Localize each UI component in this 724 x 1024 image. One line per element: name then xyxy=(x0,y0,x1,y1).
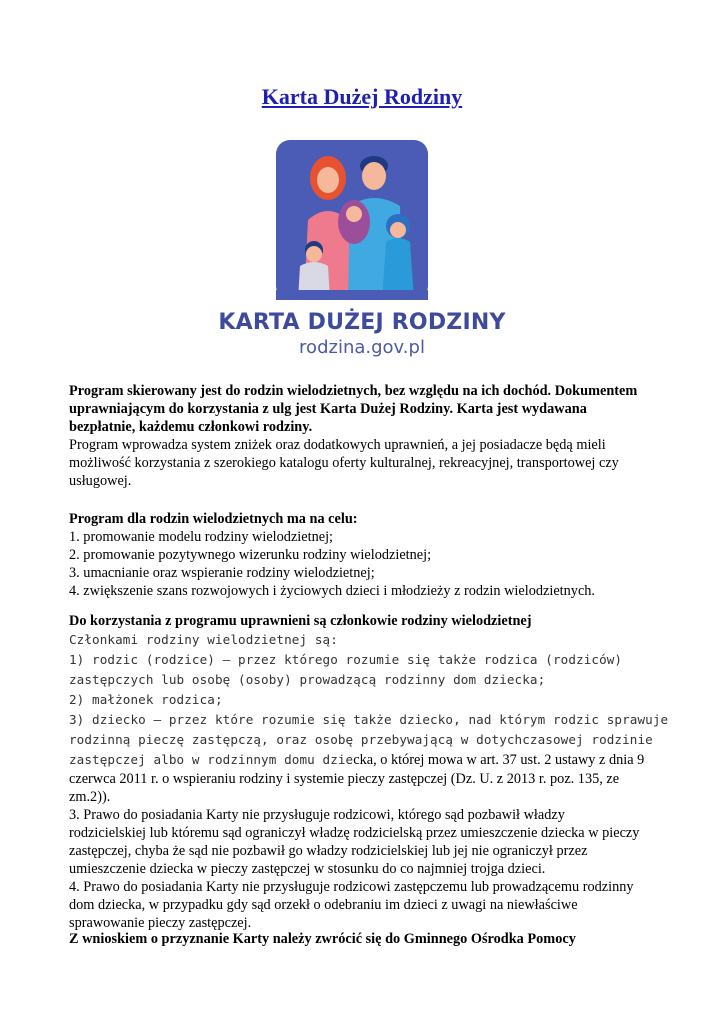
goals-heading: Program dla rodzin wielodzietnych ma na celu: xyxy=(69,511,358,527)
logo-url: rodzina.gov.pl xyxy=(299,337,425,358)
eligibility-mono-line: 2) małżonek rodzica; xyxy=(69,692,223,707)
eligibility-mixed-mono: zastępczej albo w rodzinnym domu dzie xyxy=(69,752,354,767)
eligibility-line: sprawowanie pieczy zastępczej. xyxy=(69,915,252,931)
goals-section xyxy=(69,510,669,600)
intro-bold-line: bezpłatnie, każdemu członkowi rodziny. xyxy=(69,419,313,435)
eligibility-mixed-line xyxy=(69,750,669,770)
eligibility-mono-line: Członkami rodziny wielodzietnej są: xyxy=(69,632,338,647)
eligibility-line: rodzicielskiej lub któremu sąd ograniczył władzę rodzicielską przez umieszczenie dziecka w pieczy xyxy=(69,825,640,841)
eligibility-line: 3. Prawo do posiadania Karty nie przysługuje rodzicowi, którego sąd pozbawił władzy xyxy=(69,807,565,823)
eligibility-line: dom dziecka, w przypadku gdy sąd orzekł o odebraniu im dzieci z uwagi na niewłaściwe xyxy=(69,897,578,913)
goal-item: 1. promowanie modelu rodziny wielodzietnej; xyxy=(69,529,334,545)
intro-line: usługowej. xyxy=(69,473,132,489)
eligibility-line: 4. Prawo do posiadania Karty nie przysługuje rodzicowi zastępczemu lub prowadzącemu rodzinny xyxy=(69,879,634,895)
eligibility-mono-line: 3) dziecko – przez które rozumie się także dziecko, nad którym rodzic sprawuje xyxy=(69,712,669,727)
eligibility-mono-line: zastępczych lub osobę (osoby) prowadzącą rodzinny dom dziecka; xyxy=(69,672,546,687)
goal-item: 4. zwiększenie szans rozwojowych i życiowych dzieci i młodzieży z rodzin wielodzietnych. xyxy=(69,583,596,599)
eligibility-heading: Do korzystania z programu uprawnieni są członkowie rodziny wielodzietnej xyxy=(69,613,532,629)
intro-bold-line: Program skierowany jest do rodzin wielodzietnych, bez względu na ich dochód. Dokumentem xyxy=(69,383,638,399)
eligibility-section xyxy=(69,612,669,932)
intro-bold-line: uprawniającym do korzystania z ulg jest Karta Dużej Rodziny. Karta jest wydawana xyxy=(69,401,587,417)
eligibility-line: czerwca 2011 r. o wspieraniu rodziny i systemie pieczy zastępczej (Dz. U. z 2013 r. poz. 135, ze xyxy=(69,771,620,787)
intro-line: Program wprowadza system zniżek oraz dodatkowych uprawnień, a jej posiadacze będą mieli xyxy=(69,437,606,453)
intro-section xyxy=(69,382,669,490)
eligibility-mixed-serif: cka, o której mowa w art. 37 ust. 2 ustawy z dnia 9 xyxy=(353,752,645,768)
eligibility-mono-line: 1) rodzic (rodzice) – przez którego rozumie się także rodzica (rodziców) xyxy=(69,652,623,667)
intro-line: możliwość korzystania z szerokiego katalogu oferty kulturalnej, rekreacyjnej, transportowej czy xyxy=(69,455,619,471)
eligibility-line: zm.2)). xyxy=(69,789,111,805)
page-title: Karta Dużej Rodziny xyxy=(261,84,463,109)
logo-title: KARTA DUŻEJ RODZINY xyxy=(218,310,506,335)
eligibility-mono-line: rodzinną pieczę zastępczą, oraz osobę przebywającą w dotychczasowej rodzinie xyxy=(69,732,653,747)
goal-item: 3. umacnianie oraz wspieranie rodziny wielodzietnej; xyxy=(69,565,375,581)
family-logo-illustration xyxy=(276,140,428,300)
goal-item: 2. promowanie pozytywnego wizerunku rodziny wielodzietnej; xyxy=(69,547,432,563)
eligibility-line: umieszczenie dziecka w pieczy zastępczej w stosunku do co najmniej trojga dzieci. xyxy=(69,861,546,877)
eligibility-line: zastępczej, chyba że sąd nie pozbawił go władzy rodzicielskiej lub jej nie ograniczył przez xyxy=(69,843,588,859)
closing-line: Z wnioskiem o przyznanie Karty należy zwrócić się do Gminnego Ośrodka Pomocy xyxy=(69,931,576,947)
